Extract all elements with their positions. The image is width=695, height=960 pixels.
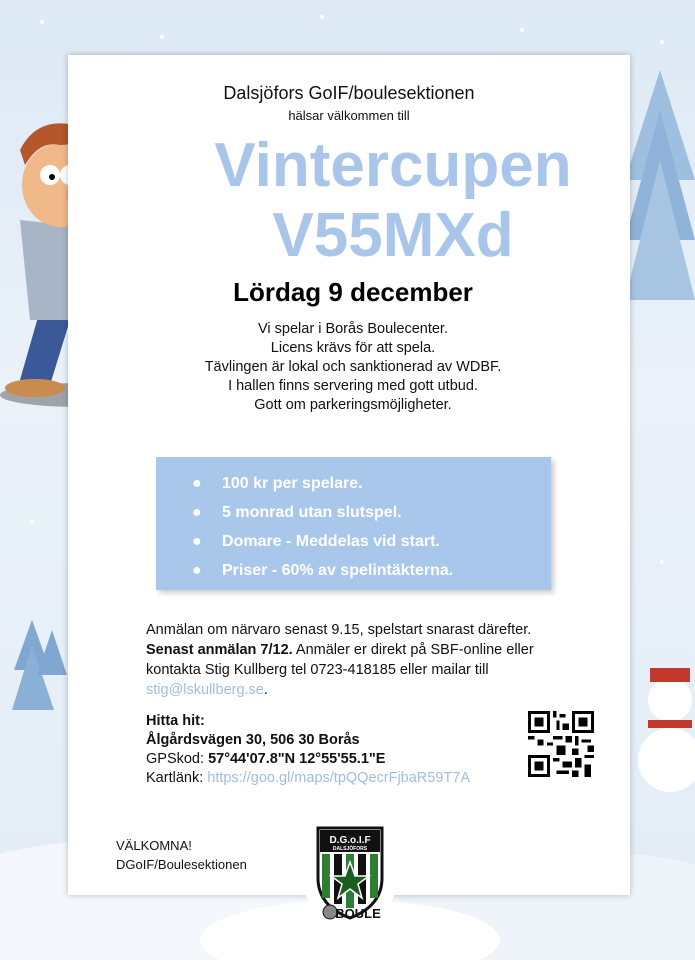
map-link[interactable]: https://goo.gl/maps/tpQQecrFjbaR59T7A	[207, 770, 470, 786]
highlight-item: ● 5 monrad utan slutspel.	[192, 498, 551, 527]
greeting-text: hälsar välkommen till	[288, 108, 410, 123]
info-line: Licens krävs för att spela.	[270, 340, 436, 356]
highlight-item: ● Priser - 60% av spelintäkterna.	[192, 556, 551, 585]
highlights-box	[156, 457, 551, 590]
info-line: I hallen finns servering med gott utbud.	[228, 378, 478, 394]
logo-bottom-text: BOULE	[335, 906, 381, 921]
address: Ålgårdsvägen 30, 506 30 Borås	[146, 732, 360, 748]
closing-text: VÄLKOMNA! DGoIF/Boulesektionen	[116, 838, 247, 872]
gps-coordinates: 57°44'07.8"N 12°55'55.1"E	[208, 751, 386, 767]
club-logo	[300, 818, 400, 928]
event-date: Lördag 9 december	[233, 277, 473, 307]
email-link[interactable]: stig@lskullberg.se	[146, 682, 264, 698]
logo-top-text: D.G.o.I.F	[329, 835, 371, 846]
highlight-item: ● Domare - Meddelas vid start.	[192, 527, 551, 556]
event-class: V55MXd	[272, 201, 514, 270]
bullet-icon: ●	[192, 562, 202, 579]
organizer-text: Dalsjöfors GoIF/boulesektionen	[223, 83, 475, 103]
event-poster	[68, 55, 630, 921]
info-line: Vi spelar i Borås Boulecenter.	[258, 321, 448, 337]
info-line: Tävlingen är lokal och sanktionerad av WDBF.	[204, 359, 502, 375]
tree-right-icon	[625, 70, 695, 310]
bullet-icon: ●	[192, 504, 202, 521]
tree-left-icon	[12, 620, 67, 720]
directions-heading: Hitta hit:	[146, 713, 205, 729]
info-line: Gott om parkeringsmöjligheter.	[254, 397, 452, 413]
logo-sub-text: DALSJÖFORS	[332, 846, 368, 852]
snowman-icon	[630, 650, 695, 830]
qr-code-icon[interactable]	[528, 711, 594, 777]
highlight-item: ● 100 kr per spelare.	[192, 469, 551, 498]
registration-deadline: Senast anmälan 7/12.	[146, 642, 293, 658]
bullet-icon: ●	[192, 475, 202, 492]
event-info	[158, 320, 548, 415]
registration-text: Anmälan om närvaro senast 9.15, spelstart snarast därefter. Senast anmälan 7/12. Anmäler er direkt på SBF-online eller kontakta Stig Kullberg tel 0723-418185 eller mailar till stig@lskullberg.se.	[146, 622, 534, 698]
event-title: Vintercupen	[214, 131, 572, 200]
directions: Hitta hit: Ålgårdsvägen 30, 506 30 Borås GPSkod: 57°44'07.8"N 12°55'55.1"E Kartlänk: https://goo.gl/maps/tpQQecrFjbaR59T7A	[146, 713, 470, 786]
bullet-icon: ●	[192, 533, 202, 550]
